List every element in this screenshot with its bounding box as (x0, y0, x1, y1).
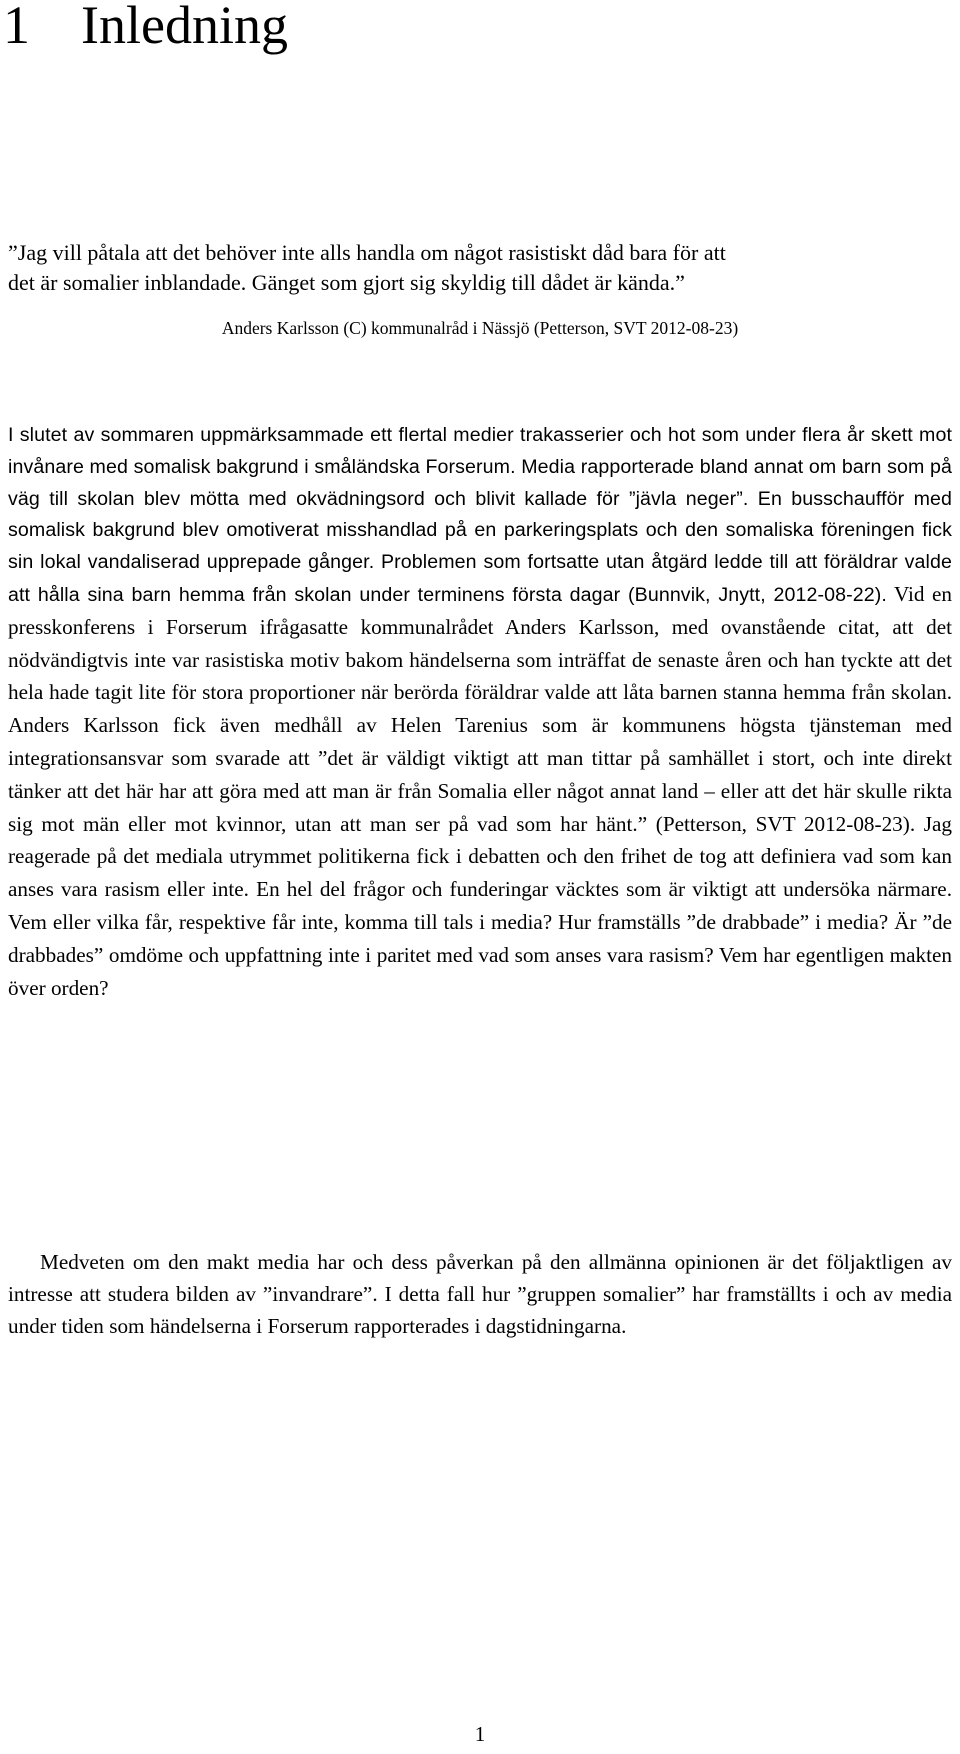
paragraph-1-serif-part: Vid en presskonferens i Forserum ifrågasatte kommunalrådet Anders Karlsson, med ovanstående citat, att det nödvändigtvis inte var rasistiska motiv bakom händelserna som inträffat de senaste åren och han tyckte att det hela hade tagit lite för stora proportioner när berörda föräldrar valde att låta barnen stanna hemma från skolan. Anders Karlsson fick även medhåll av Helen Tarenius som är kommunens högsta tjänsteman med integrationsansvar som svarade att ”det är väldigt viktigt att man tittar på samhället i stort, och inte direkt tänker att det här har att göra med att man är från Somalia eller något annat land – eller att det här skulle rikta sig mot män eller mot kvinnor, utan att man ser på vad som har hänt.” (Petterson, SVT 2012-08-23). Jag reagerade på det mediala utrymmet politikerna fick i debatten och den frihet de tog att definiera vad som kan anses vara rasism eller inte. En hel del frågor och funderingar väcktes som är viktigt att undersöka närmare. Vem eller vilka får, respektive får inte, komma till tals i media? Hur framställs ”de drabbade” i media? Är ”de drabbades” omdöme och uppfattning inte i paritet med vad som anses vara rasism? Vem har egentligen makten över orden? (8, 581, 952, 1000)
chapter-title: Inledning (81, 0, 288, 55)
chapter-number: 1 (3, 0, 30, 55)
quote-line-1: ”Jag vill påtala att det behöver inte alls handla om något rasistiskt dåd bara för att (8, 240, 726, 265)
epigraph-quote (8, 238, 952, 341)
quote-attribution: Anders Karlsson (C) kommunalråd i Nässjö (Petterson, SVT 2012-08-23) (221, 318, 739, 338)
body-paragraph-1 (8, 420, 952, 1005)
page-number: 1 (474, 1722, 486, 1746)
paragraph-1-sans-part: I slutet av sommaren uppmärksammade ett flertal medier trakasserier och hot som under flera år skett mot invånare med somalisk bakgrund i småländska Forserum. Media rapporterade bland annat om barn som på väg till skolan blev mötta med okvädningsord och blivit kallade för ”jävla neger”. En busschaufför med somalisk bakgrund blev omotiverat misshandlad på en parkeringsplats och den somaliska föreningen fick sin lokal vandaliserad upprepade gånger. Problemen som fortsatte utan åtgärd ledde till att föräldrar valde att hålla sina barn hemma från skolan under terminens första dagar (Bunnvik, Jnytt, 2012-08-22). (8, 424, 952, 606)
chapter-heading (3, 0, 288, 56)
quote-line-2: det är somalier inblandade. Gänget som gjort sig skyldig till dådet är kända.” (8, 270, 685, 295)
body-paragraph-2: Medveten om den makt media har och dess påverkan på den allmänna opinionen är det följaktligen av intresse att studera bilden av ”invandrare”. I detta fall hur ”gruppen somalier” har framställts i och av media under tiden som händelserna i Forserum rapporterades i dagstidningarna. (8, 1250, 952, 1338)
